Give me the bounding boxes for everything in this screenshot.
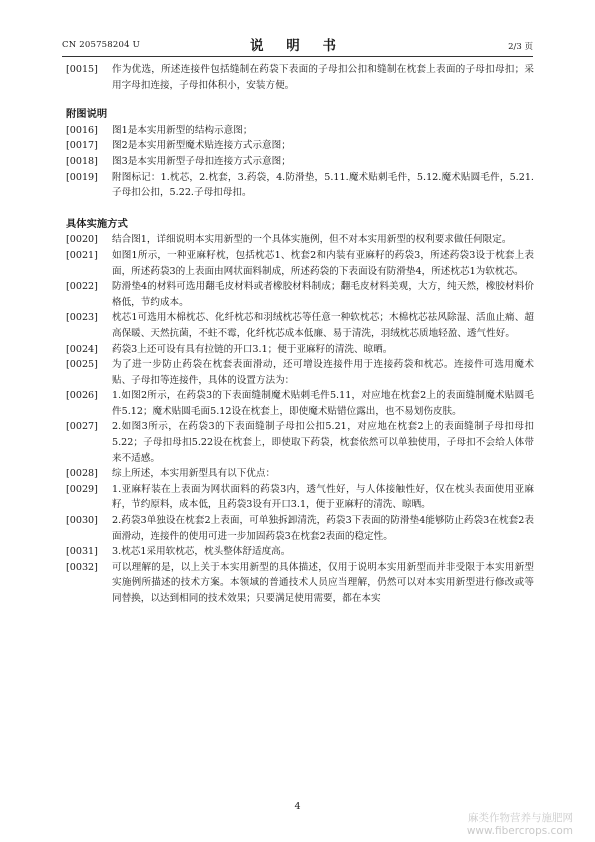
paragraph-text: 如图1所示，一种亚麻籽枕，包括枕芯1、枕套2和内装有亚麻籽的药袋3，所述药袋3设于枕套上表面，所述药袋3的上表面由网状面料制成，所述药袋的下表面设有防滑垫4，所述枕芯1为软枕芯。 [112, 249, 534, 277]
paragraph-text: 作为优选，所述连接件包括缝制在药袋下表面的子母扣公扣和缝制在枕套上表面的子母扣母扣；采用字母扣连接，子母扣体积小，安装方便。 [112, 64, 534, 91]
section-heading-figures: 附图说明 [66, 108, 108, 121]
paragraph-number: [0029] [66, 483, 98, 495]
paragraph-text: 药袋3上还可设有具有拉链的开口3.1；便于亚麻籽的清洗、晾晒。 [112, 343, 393, 355]
paragraph [66, 388, 534, 419]
paragraph-text: 图1是本实用新型的结构示意图； [112, 124, 253, 136]
paragraph [66, 342, 534, 358]
paragraph-text: 3.枕芯1采用软枕芯，枕头整体舒适度高。 [112, 546, 291, 558]
paragraph-number: [0031] [66, 546, 98, 558]
paragraph-text: 可以理解的是，以上关于本实用新型的具体描述，仅用于说明本实用新型而并非受限于本实用新型实施例所描述的技术方案。本领域的普通技术人员应当理解，仍然可以对本实用新型进行修改或等同替换，以达到相同的技术效果；只要满足使用需要，都在本实 [112, 561, 534, 604]
paragraph-text: 图2是本实用新型魔术贴连接方式示意图； [112, 140, 291, 152]
paragraph [66, 279, 534, 310]
page-number: 4 [294, 801, 301, 812]
paragraph-number: [0026] [66, 390, 98, 402]
page-counter: 2/3 页 [508, 42, 533, 52]
section-heading-embodiment: 具体实施方式 [66, 217, 128, 230]
paragraph-number: [0016] [66, 124, 98, 136]
paragraph-text: 2.药袋3单独设在枕套2上表面，可单独拆卸清洗，药袋3下表面的防滑垫4能够防止药袋3在枕套2表面滑动，连接件的使用可进一步加固药袋3在枕套2表面的稳定性。 [112, 515, 534, 542]
paragraph-text: 枕芯1可选用木棉枕芯、化纤枕芯和羽绒枕芯等任意一种软枕芯；木棉枕芯祛风除湿、活血止痛、超高保暖、天然抗菌，不蛀不霉，化纤枕芯成本低廉、易于清洗，羽绒枕芯质地轻盈、透气性好。 [112, 312, 534, 339]
paragraph-number: [0015] [66, 64, 98, 75]
paragraph [66, 248, 534, 279]
paragraph [66, 544, 534, 560]
paragraph-number: [0028] [66, 468, 98, 480]
paragraph [66, 138, 534, 154]
paragraph-number: [0021] [66, 249, 98, 261]
paragraph-number: [0027] [66, 421, 98, 433]
paragraph [66, 466, 534, 482]
paragraph-text: 附图标记：1.枕芯，2.枕套，3.药袋，4.防滑垫，5.11.魔术贴刺毛件，5.12.魔术贴圆毛件，5.21.子母扣公扣，5.22.子母扣母扣。 [112, 171, 534, 199]
paragraph-number: [0030] [66, 515, 98, 527]
site-watermark [467, 812, 573, 838]
paragraph-text: 1.如图2所示，在药袋3的下表面缝制魔术贴刺毛件5.11，对应地在枕套2上的表面缝制魔术贴圆毛件5.12；魔术贴圆毛面5.12设在枕套上，即使魔术贴错位露出，也不易划伤皮肤。 [112, 390, 534, 417]
paragraph-text: 综上所述，本实用新型具有以下优点： [112, 468, 276, 480]
paragraph-number: [0032] [66, 561, 98, 573]
paragraph [66, 232, 534, 248]
header-rule [62, 56, 533, 57]
paragraph [66, 170, 534, 201]
paragraph-number: [0020] [66, 234, 98, 246]
paragraph-number: [0018] [66, 155, 98, 167]
watermark-site-name: 麻类作物营养与施肥网 [468, 812, 573, 824]
page-header [62, 34, 533, 54]
paragraph-text: 1.亚麻籽装在上表面为网状面料的药袋3内，透气性好，与人体接触性好，仅在枕头表面使用亚麻籽，节约原料，成本低，且药袋3设有开口3.1，便于亚麻籽的清洗、晾晒。 [112, 483, 534, 511]
paragraph-text: 2.如图3所示，在药袋3的下表面缝制子母扣公扣5.21，对应地在枕套2上的表面缝制子母扣母扣5.22；子母扣母扣5.22设在枕套上，即使取下药袋，枕套依然可以单独使用，子母扣不会给人体带来不适感。 [112, 421, 534, 464]
paragraph [66, 419, 534, 466]
watermark-url: www.fibercrops.com [466, 825, 573, 837]
paragraph-text: 为了进一步防止药袋在枕套表面滑动，还可增设连接件用于连接药袋和枕芯。连接件可选用魔术贴、子母扣等连接件，具体的设置方法为： [112, 359, 534, 386]
paragraph [66, 513, 534, 544]
paragraph [66, 62, 534, 93]
paragraph [66, 310, 534, 341]
paragraph-text: 结合图1，详细说明本实用新型的一个具体实施例，但不对本实用新型的权利要求做任何限定。 [112, 234, 512, 246]
paragraph [66, 560, 534, 607]
paragraph [66, 482, 534, 513]
paragraph-number: [0017] [66, 140, 98, 152]
paragraph [66, 357, 534, 388]
document-title: 说 明 书 [250, 38, 345, 54]
paragraph-number: [0023] [66, 312, 98, 324]
publication-number: CN 205758204 U [62, 40, 140, 50]
document-body [66, 62, 534, 607]
paragraph-number: [0024] [66, 343, 98, 355]
paragraph-number: [0022] [66, 281, 98, 293]
paragraph-text: 图3是本实用新型子母扣连接方式示意图； [112, 155, 291, 167]
paragraph-number: [0019] [66, 171, 98, 183]
paragraph [66, 123, 534, 139]
paragraph-number: [0025] [66, 359, 98, 371]
paragraph-text: 防滑垫4的材料可选用翻毛皮材料或者橡胶材料制成；翻毛皮材料美观，大方，纯天然，橡胶材料价格低，节约成本。 [112, 281, 534, 308]
paragraph [66, 154, 534, 170]
